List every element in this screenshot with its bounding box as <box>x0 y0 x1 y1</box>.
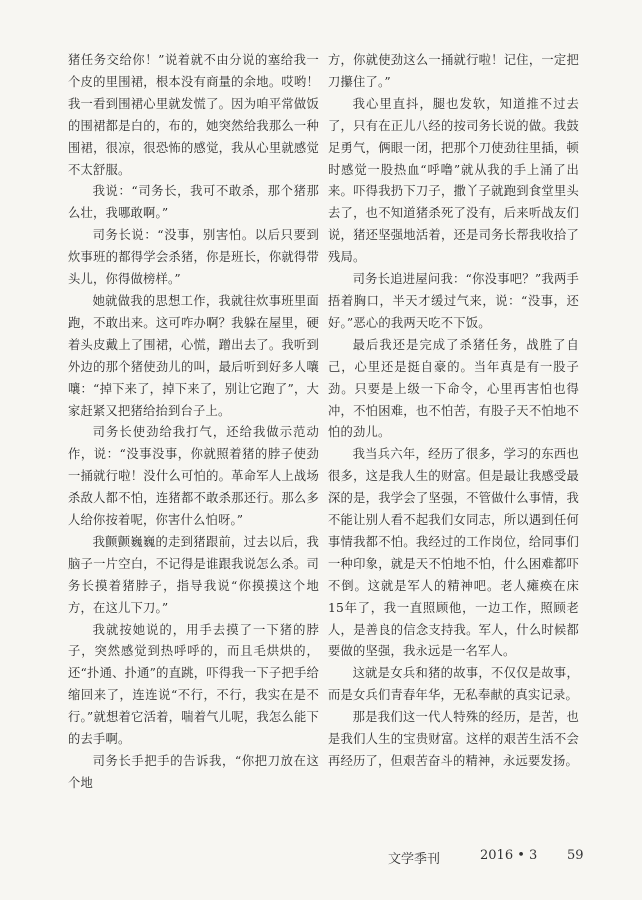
left-column <box>68 50 319 795</box>
paragraph: 那是我们这一代人特殊的经历，是苦，也是我们人生的宝贵财富。这样的艰苦生活不会再经历了，但艰苦奋斗的精神，永远要发扬。 <box>328 710 579 768</box>
journal-name: 文学季刊 <box>388 852 441 867</box>
right-column <box>328 50 579 773</box>
paragraph: 猪任务交给你！”说着就不由分说的塞给我一个皮的里围裙，根本没有商量的余地。哎哟！我一看到围裙心里就发慌了。因为咱平常做饭的围裙都是白的，布的，她突然给我那么一种围裙，很凉，很恐怖的感觉，我从心里就感觉不太舒服。 <box>68 53 319 177</box>
paragraph: 方，你就使劲这么一捅就行啦！记住，一定把刀攥住了。” <box>328 53 579 89</box>
paragraph: 司务长手把手的告诉我，“你把刀放在这个地 <box>68 754 319 790</box>
paragraph: 我当兵六年，经历了很多，学习的东西也很多，这是我人生的财富。但是最让我感受最深的是，我学会了坚强，不管做什么事情，我不能让别人看不起我们女同志，所以遇到任何事情我都不怕。我经过的工作岗位，给同事们一种印象，就是天不怕地不怕，什么困难都吓不倒。这就是军人的精神吧。老人瘫痪在床15年了，我一直照顾他，一边工作，照顾老人，是善良的信念支持我。军人，什么时候都要做的坚强，我永远是一名军人。 <box>328 447 579 659</box>
issue-number: 2016 • 3 <box>480 848 538 863</box>
paragraph: 这就是女兵和猪的故事，不仅仅是故事，而是女兵们青春年华，无私奉献的真实记录。 <box>328 666 579 703</box>
paragraph: 最后我还是完成了杀猪任务，战胜了自己，心里还是挺自豪的。当年真是有一股子劲。只要是上级一下命令，心里再害怕也得冲，不怕困难，也不怕苦，有股子天不怕地不怕的劲儿。 <box>328 337 579 440</box>
paragraph: 我颤颤巍巍的走到猪跟前，过去以后，我脑子一片空白，不记得是谁跟我说怎么杀。司务长摸着猪脖子，指导我说“你摸摸这个地方，在这儿下刀。” <box>68 534 319 615</box>
paragraph: 司务长追进屋问我：“你没事吧？”我两手捂着胸口，半天才缓过气来，说：“没事，还好。”恶心的我两天吃不下饭。 <box>328 272 579 330</box>
page-number: 59 <box>567 848 584 863</box>
paragraph: 我心里直抖，腿也发软，知道推不过去了，只有在正儿八经的按司务长说的做。我鼓足勇气，俩眼一闭，把那个刀使劲往里插，顿时感觉一股热血“呼噜”就从我的手上涌了出来。吓得我扔下刀子，撒丫子就跑到食堂里头去了，也不知道猪杀死了没有，后来听战友们说，猪还坚强地活着，还是司务长帮我收拾了残局。 <box>328 96 579 265</box>
paragraph: 她就做我的思想工作，我就往炊事班里面跑，不敢出来。这可咋办啊？我躲在屋里，硬着头皮戴上了围裙，心慌，蹭出去了。我听到外边的那个猪使劲儿的叫，最后听到好多人嚷嚷：“掉下来了，掉下来了，别让它跑了”，大家赶紧又把猪给抬到台子上。 <box>68 293 319 418</box>
paragraph: 我说：“司务长，我可不敢杀，那个猪那么壮，我哪敢啊。” <box>68 184 319 221</box>
paragraph: 司务长说：“没事，别害怕。以后只要到炊事班的都得学会杀猪，你是班长，你就得带头儿，你得做榜样。” <box>68 228 319 287</box>
paragraph: 司务长使劲给我打气，还给我做示范动作，说：“没事没事，你就照着猪的脖子使劲一捅就行啦！没什么可怕的。革命军人上战场杀敌人都不怕，连猪都不敢杀那还行。那么多人给你按着呢，你害什么怕呀。” <box>68 425 319 528</box>
paragraph: 我就按她说的，用手去摸了一下猪的脖子，突然感觉到热呼呼的，而且毛烘烘的，还“扑通、扑通”的直跳，吓得我一下子把手给缩回来了，连连说“不行，不行，我实在是不行。”就想着它活着，喘着气儿呢，我怎么能下的去手啊。 <box>68 622 319 747</box>
